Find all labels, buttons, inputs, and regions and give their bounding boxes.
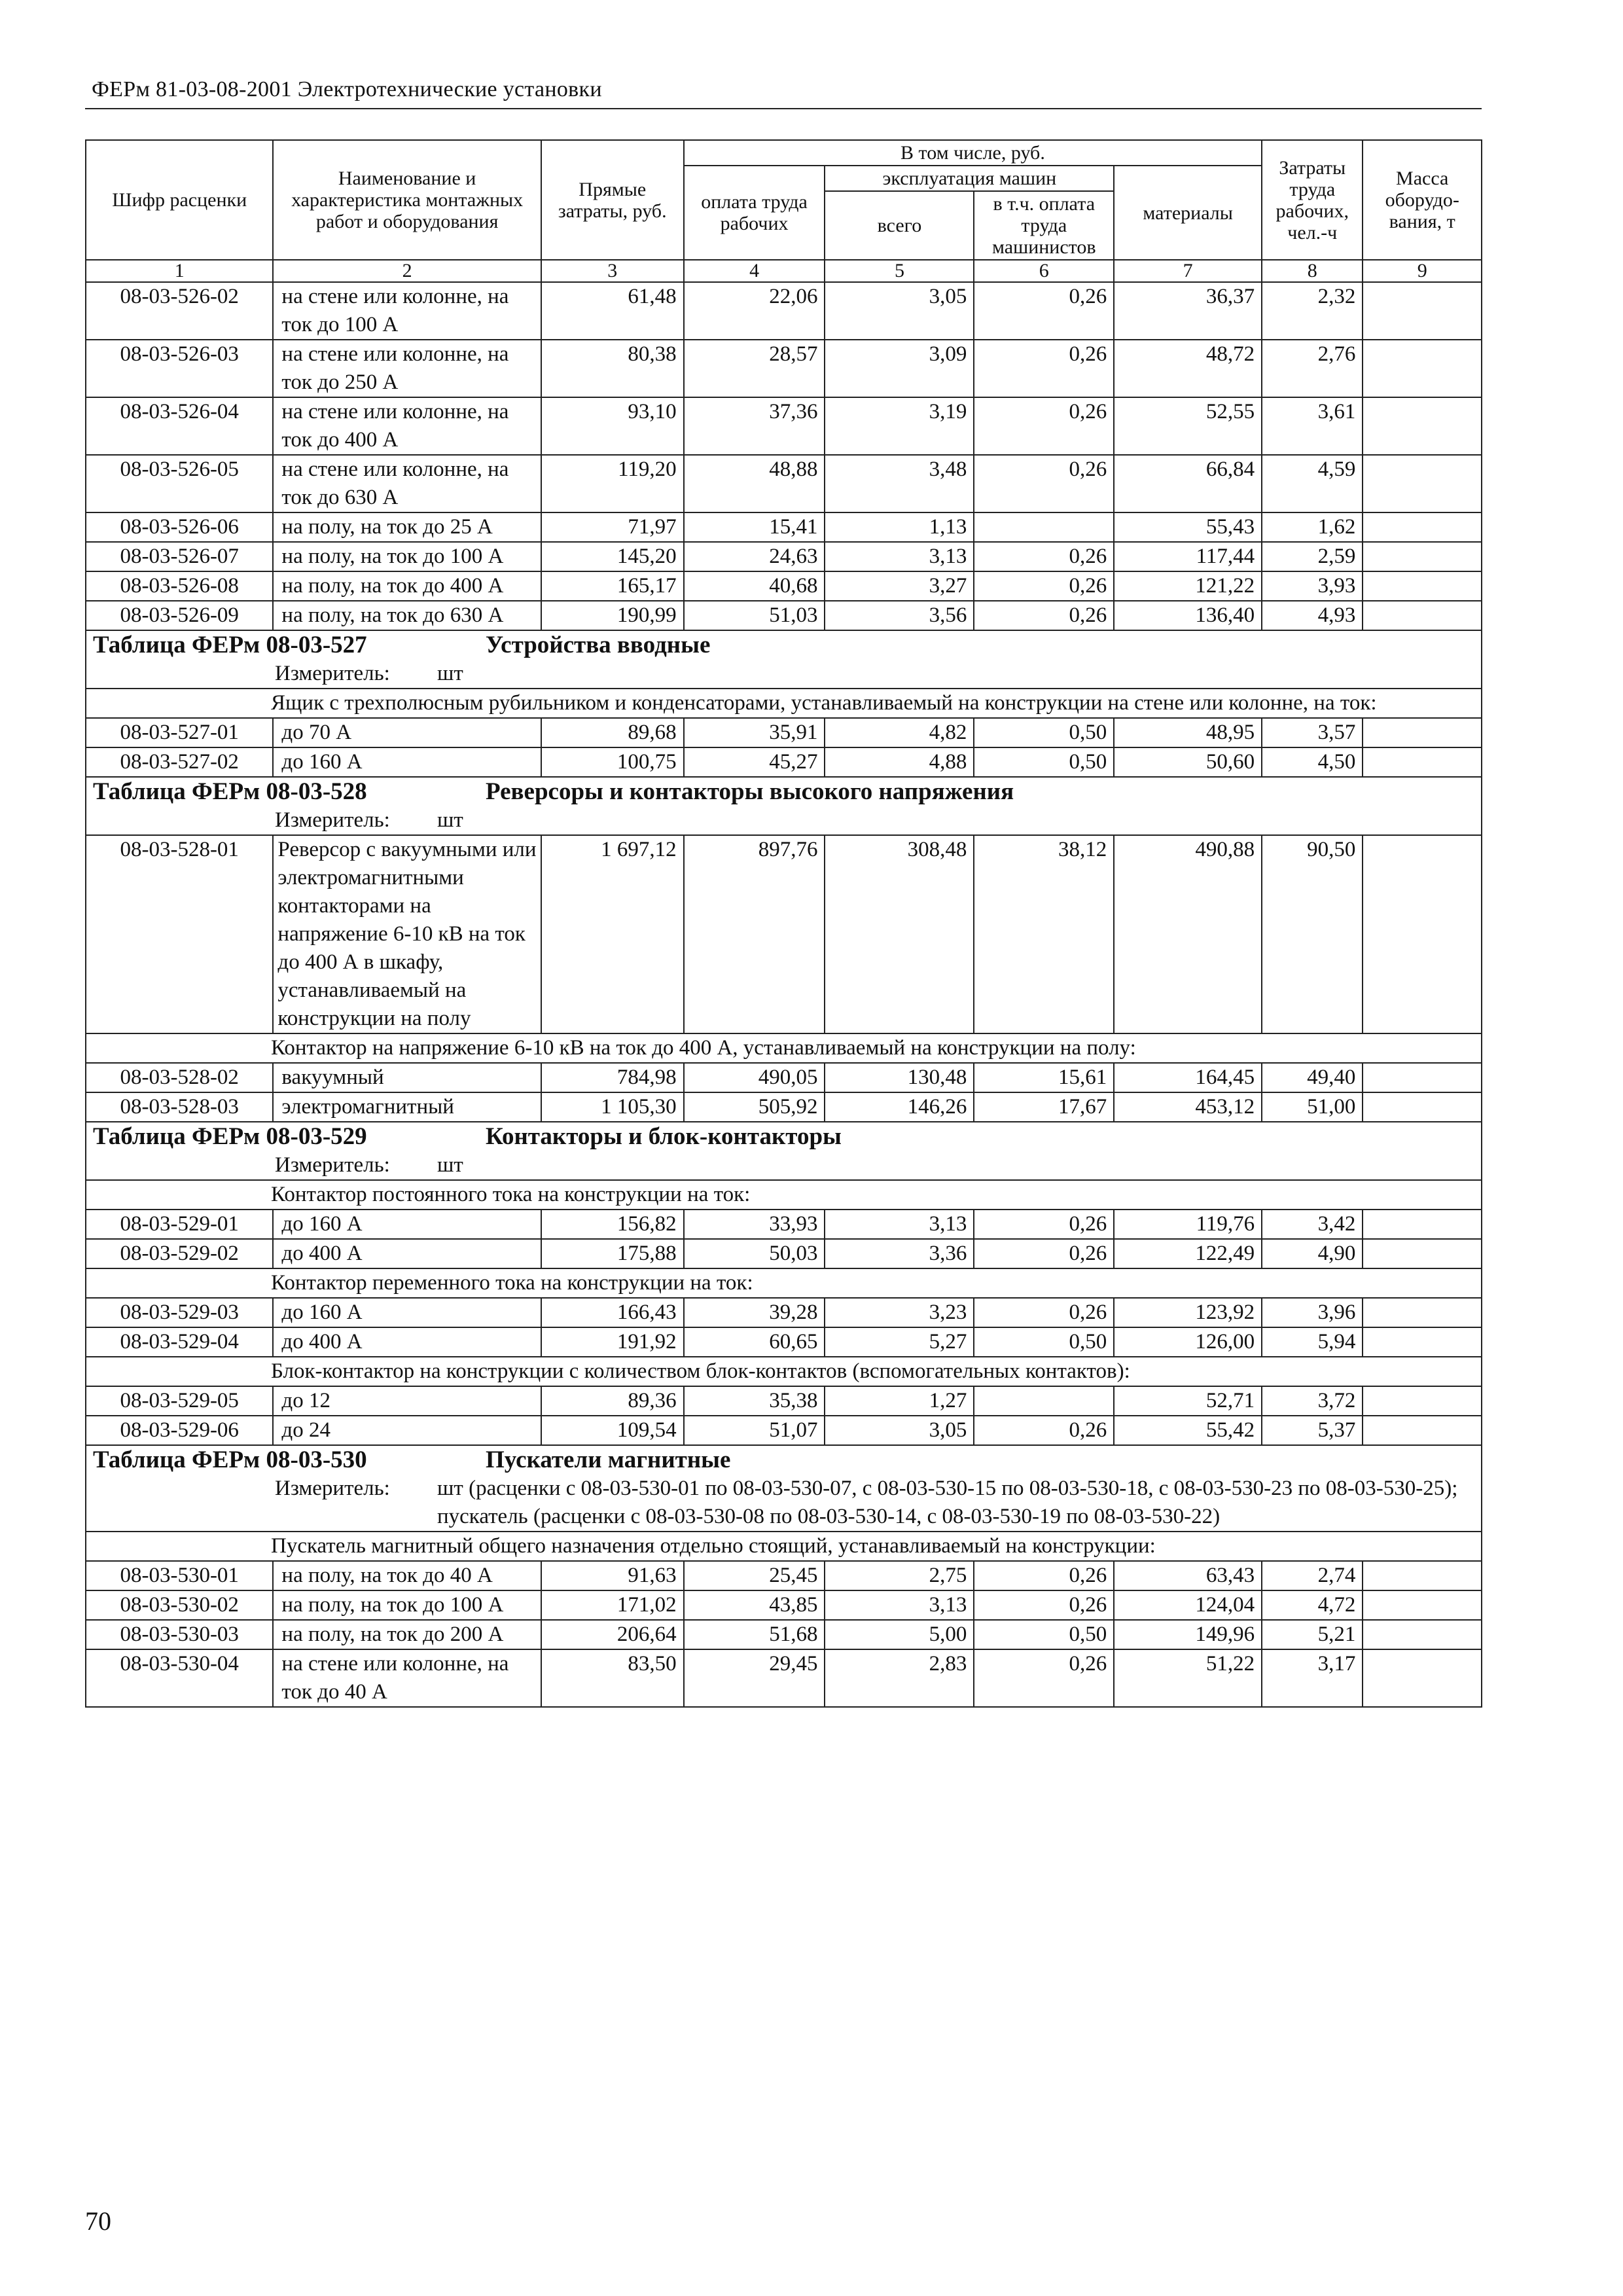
labor-hours: 4,90: [1262, 1239, 1363, 1268]
labor-pay: 24,63: [684, 542, 825, 571]
measure-label: Измеритель:: [275, 1477, 390, 1500]
materials: 121,22: [1114, 571, 1262, 601]
rate-description: Реверсор с вакуумными или электромагнитными контакторами на напряжение 6-10 кВ на ток до 400 А в шкафу, устанавливаемый на конструкции на полу: [273, 835, 541, 1033]
materials: 117,44: [1114, 542, 1262, 571]
rate-code: 08-03-526-09: [86, 601, 273, 630]
machinist-pay: [974, 512, 1114, 542]
machines-total: 3,56: [825, 601, 974, 630]
materials: 136,40: [1114, 601, 1262, 630]
rate-description: до 400 А: [273, 1239, 541, 1268]
direct-cost: 784,98: [541, 1063, 684, 1092]
table-row: [86, 1590, 1482, 1620]
direct-cost: 1 697,12: [541, 835, 684, 1033]
machinist-pay: 0,26: [974, 340, 1114, 397]
machinist-pay: 0,50: [974, 1620, 1114, 1649]
labor-pay: 35,38: [684, 1386, 825, 1416]
rate-code: 08-03-526-08: [86, 571, 273, 601]
labor-pay: 51,03: [684, 601, 825, 630]
col-code-header: Шифр расценки: [86, 140, 273, 260]
rate-code: 08-03-526-04: [86, 397, 273, 455]
labor-hours: 3,93: [1262, 571, 1363, 601]
machinist-pay: 0,26: [974, 1239, 1114, 1268]
labor-pay: 15,41: [684, 512, 825, 542]
table-row: [86, 1561, 1482, 1590]
labor-hours: 49,40: [1262, 1063, 1363, 1092]
rate-code: 08-03-526-07: [86, 542, 273, 571]
table-title: Пускатели магнитные: [486, 1446, 731, 1473]
table-row: [86, 1649, 1482, 1707]
rate-code: 08-03-526-03: [86, 340, 273, 397]
col-name-header: Наименование и характеристика монтажных работ и оборудования: [273, 140, 541, 260]
rate-description: на стене или колонне, на ток до 630 А: [273, 455, 541, 512]
direct-cost: 89,68: [541, 718, 684, 747]
machinist-pay: 0,50: [974, 718, 1114, 747]
equipment-mass: [1363, 1649, 1482, 1707]
caption-row: [86, 689, 1482, 718]
materials: 52,71: [1114, 1386, 1262, 1416]
direct-cost: 190,99: [541, 601, 684, 630]
measure-value: шт (расценки с 08-03-530-01 по 08-03-530-07, с 08-03-530-15 по 08-03-530-18, с 08-03-530-23 по 08-03-530-25); пускатель (расценки с 08-03-530-08 по 08-03-530-14, с 08-03-530-19 по 08-03-530-22): [437, 1477, 1458, 1528]
labor-pay: 505,92: [684, 1092, 825, 1122]
rate-code: 08-03-529-01: [86, 1210, 273, 1239]
materials: 453,12: [1114, 1092, 1262, 1122]
table-row: [86, 1327, 1482, 1357]
rate-description: на стене или колонне, на ток до 250 А: [273, 340, 541, 397]
labor-hours: 3,57: [1262, 718, 1363, 747]
labor-pay: 43,85: [684, 1590, 825, 1620]
table-title: Реверсоры и контакторы высокого напряжения: [486, 778, 1014, 805]
labor-hours: 2,59: [1262, 542, 1363, 571]
labor-pay: 37,36: [684, 397, 825, 455]
rate-description: вакуумный: [273, 1063, 541, 1092]
equipment-mass: [1363, 835, 1482, 1033]
col-number: 3: [541, 260, 684, 282]
col-mass-header: Масса оборудо-вания, т: [1363, 140, 1482, 260]
rate-description: до 70 А: [273, 718, 541, 747]
machinist-pay: 0,26: [974, 1416, 1114, 1445]
machines-total: 3,13: [825, 1210, 974, 1239]
labor-pay: 22,06: [684, 282, 825, 340]
table-caption: Пускатель магнитный общего назначения отдельно стоящий, устанавливаемый на конструкции:: [86, 1532, 1482, 1561]
table-caption: Блок-контактор на конструкции с количеством блок-контактов (вспомогательных контактов):: [86, 1357, 1482, 1386]
labor-hours: 3,61: [1262, 397, 1363, 455]
machinist-pay: 0,26: [974, 455, 1114, 512]
rate-description: на полу, на ток до 100 А: [273, 542, 541, 571]
materials: 55,43: [1114, 512, 1262, 542]
equipment-mass: [1363, 340, 1482, 397]
caption-row: [86, 1180, 1482, 1210]
rate-code: 08-03-530-01: [86, 1561, 273, 1590]
caption-row: [86, 1033, 1482, 1063]
table-row: [86, 601, 1482, 630]
table-row: [86, 282, 1482, 340]
equipment-mass: [1363, 1386, 1482, 1416]
equipment-mass: [1363, 1298, 1482, 1327]
rate-code: 08-03-526-06: [86, 512, 273, 542]
machinist-pay: [974, 1386, 1114, 1416]
rate-code: 08-03-527-02: [86, 747, 273, 777]
labor-pay: 51,68: [684, 1620, 825, 1649]
table-code: Таблица ФЕРм 08-03-529: [93, 1123, 367, 1150]
materials: 55,42: [1114, 1416, 1262, 1445]
table-code: Таблица ФЕРм 08-03-530: [93, 1446, 367, 1473]
machines-total: 4,82: [825, 718, 974, 747]
measure-value: шт: [437, 808, 463, 832]
machinist-pay: 0,26: [974, 1210, 1114, 1239]
rate-code: 08-03-526-05: [86, 455, 273, 512]
table-row: [86, 571, 1482, 601]
direct-cost: 206,64: [541, 1620, 684, 1649]
rate-description: на стене или колонне, на ток до 400 А: [273, 397, 541, 455]
caption-row: [86, 1532, 1482, 1561]
machines-total: 3,19: [825, 397, 974, 455]
rate-code: 08-03-529-02: [86, 1239, 273, 1268]
machinist-pay: 17,67: [974, 1092, 1114, 1122]
page-header-title: ФЕРм 81-03-08-2001 Электротехнические установки: [92, 77, 602, 101]
labor-pay: 40,68: [684, 571, 825, 601]
table-row: [86, 1416, 1482, 1445]
col-number: 7: [1114, 260, 1262, 282]
table-caption: Ящик с трехполюсным рубильником и конденсаторами, устанавливаемый на конструкции на стене или колонне, на ток:: [86, 689, 1482, 718]
machinist-pay: 0,26: [974, 1561, 1114, 1590]
table-group-header: [86, 630, 1482, 660]
materials: 124,04: [1114, 1590, 1262, 1620]
labor-hours: 3,42: [1262, 1210, 1363, 1239]
machines-total: 3,27: [825, 571, 974, 601]
table-row: [86, 1620, 1482, 1649]
machines-total: 1,27: [825, 1386, 974, 1416]
rate-description: до 160 А: [273, 1298, 541, 1327]
col-number: 6: [974, 260, 1114, 282]
table-group-header: [86, 1122, 1482, 1151]
table-group-header: [86, 777, 1482, 806]
labor-hours: 4,72: [1262, 1590, 1363, 1620]
col-machines-header: эксплуатация машин: [825, 166, 1114, 191]
col-materials-header: материалы: [1114, 166, 1262, 260]
machines-total: 308,48: [825, 835, 974, 1033]
table-code: Таблица ФЕРм 08-03-527: [93, 632, 367, 658]
col-labor-hours-header: Затраты труда рабочих, чел.-ч: [1262, 140, 1363, 260]
machinist-pay: 0,26: [974, 397, 1114, 455]
col-number: 4: [684, 260, 825, 282]
rates-table: [85, 139, 1482, 1708]
labor-hours: 5,21: [1262, 1620, 1363, 1649]
machines-total: 146,26: [825, 1092, 974, 1122]
table-row: [86, 1210, 1482, 1239]
rate-code: 08-03-528-01: [86, 835, 273, 1033]
machines-total: 1,13: [825, 512, 974, 542]
direct-cost: 175,88: [541, 1239, 684, 1268]
equipment-mass: [1363, 397, 1482, 455]
labor-hours: 90,50: [1262, 835, 1363, 1033]
labor-hours: 51,00: [1262, 1092, 1363, 1122]
direct-cost: 145,20: [541, 542, 684, 571]
labor-hours: 3,96: [1262, 1298, 1363, 1327]
machines-total: 5,00: [825, 1620, 974, 1649]
direct-cost: 165,17: [541, 571, 684, 601]
measure-row: [86, 660, 1482, 689]
rate-description: на полу, на ток до 40 А: [273, 1561, 541, 1590]
table-caption: Контактор на напряжение 6-10 кВ на ток до 400 А, устанавливаемый на конструкции на полу:: [86, 1033, 1482, 1063]
materials: 51,22: [1114, 1649, 1262, 1707]
materials: 126,00: [1114, 1327, 1262, 1357]
materials: 119,76: [1114, 1210, 1262, 1239]
rate-description: до 24: [273, 1416, 541, 1445]
labor-hours: 4,93: [1262, 601, 1363, 630]
materials: 66,84: [1114, 455, 1262, 512]
rate-code: 08-03-530-02: [86, 1590, 273, 1620]
direct-cost: 91,63: [541, 1561, 684, 1590]
header-rule: [85, 108, 1482, 109]
materials: 164,45: [1114, 1063, 1262, 1092]
machines-total: 4,88: [825, 747, 974, 777]
labor-pay: 897,76: [684, 835, 825, 1033]
table-caption: Контактор постоянного тока на конструкции на ток:: [86, 1180, 1482, 1210]
direct-cost: 83,50: [541, 1649, 684, 1707]
rate-description: на полу, на ток до 200 А: [273, 1620, 541, 1649]
materials: 122,49: [1114, 1239, 1262, 1268]
labor-pay: 60,65: [684, 1327, 825, 1357]
direct-cost: 93,10: [541, 397, 684, 455]
labor-hours: 2,32: [1262, 282, 1363, 340]
table-body: [86, 282, 1482, 1707]
rate-code: 08-03-526-02: [86, 282, 273, 340]
materials: 36,37: [1114, 282, 1262, 340]
rate-code: 08-03-530-03: [86, 1620, 273, 1649]
direct-cost: 166,43: [541, 1298, 684, 1327]
rate-description: на полу, на ток до 630 А: [273, 601, 541, 630]
table-row: [86, 542, 1482, 571]
equipment-mass: [1363, 1092, 1482, 1122]
rate-description: до 160 А: [273, 747, 541, 777]
rate-description: на полу, на ток до 25 А: [273, 512, 541, 542]
labor-pay: 29,45: [684, 1649, 825, 1707]
table-row: [86, 1063, 1482, 1092]
machinist-pay: 0,50: [974, 1327, 1114, 1357]
page-number: 70: [85, 2206, 111, 2236]
materials: 149,96: [1114, 1620, 1262, 1649]
machinist-pay: 0,26: [974, 542, 1114, 571]
table-row: [86, 1386, 1482, 1416]
rate-code: 08-03-529-03: [86, 1298, 273, 1327]
rate-code: 08-03-530-04: [86, 1649, 273, 1707]
equipment-mass: [1363, 542, 1482, 571]
measure-row: [86, 806, 1482, 835]
equipment-mass: [1363, 601, 1482, 630]
machines-total: 2,75: [825, 1561, 974, 1590]
equipment-mass: [1363, 1210, 1482, 1239]
labor-pay: 39,28: [684, 1298, 825, 1327]
machines-total: 3,13: [825, 542, 974, 571]
rate-code: 08-03-528-03: [86, 1092, 273, 1122]
machines-total: 3,13: [825, 1590, 974, 1620]
col-direct-header: Прямые затраты, руб.: [541, 140, 684, 260]
table-row: [86, 340, 1482, 397]
rate-code: 08-03-529-04: [86, 1327, 273, 1357]
equipment-mass: [1363, 1590, 1482, 1620]
col-including-header: В том числе, руб.: [684, 140, 1262, 166]
labor-pay: 48,88: [684, 455, 825, 512]
table-row: [86, 512, 1482, 542]
caption-row: [86, 1268, 1482, 1298]
col-number: 8: [1262, 260, 1363, 282]
machines-total: 3,05: [825, 1416, 974, 1445]
equipment-mass: [1363, 1063, 1482, 1092]
table-row: [86, 718, 1482, 747]
direct-cost: 80,38: [541, 340, 684, 397]
machines-total: 3,05: [825, 282, 974, 340]
direct-cost: 119,20: [541, 455, 684, 512]
labor-pay: 25,45: [684, 1561, 825, 1590]
measure-row: [86, 1151, 1482, 1180]
labor-pay: 50,03: [684, 1239, 825, 1268]
rate-description: на полу, на ток до 400 А: [273, 571, 541, 601]
caption-row: [86, 1357, 1482, 1386]
rate-code: 08-03-528-02: [86, 1063, 273, 1092]
machinist-pay: 38,12: [974, 835, 1114, 1033]
rate-description: на стене или колонне, на ток до 100 А: [273, 282, 541, 340]
measure-label: Измеритель:: [275, 1153, 390, 1177]
table-row: [86, 1239, 1482, 1268]
materials: 63,43: [1114, 1561, 1262, 1590]
direct-cost: 61,48: [541, 282, 684, 340]
machinist-pay: 0,26: [974, 1649, 1114, 1707]
labor-pay: 33,93: [684, 1210, 825, 1239]
table-row: [86, 397, 1482, 455]
labor-hours: 1,62: [1262, 512, 1363, 542]
materials: 52,55: [1114, 397, 1262, 455]
equipment-mass: [1363, 1327, 1482, 1357]
column-numbers-row: [86, 260, 1482, 282]
col-number: 9: [1363, 260, 1482, 282]
labor-pay: 28,57: [684, 340, 825, 397]
labor-hours: 2,76: [1262, 340, 1363, 397]
direct-cost: 100,75: [541, 747, 684, 777]
machines-total: 3,23: [825, 1298, 974, 1327]
labor-hours: 3,72: [1262, 1386, 1363, 1416]
machines-total: 3,48: [825, 455, 974, 512]
table-group-header: [86, 1445, 1482, 1475]
measure-row: [86, 1475, 1482, 1532]
rate-description: до 160 А: [273, 1210, 541, 1239]
table-caption: Контактор переменного тока на конструкции на ток:: [86, 1268, 1482, 1298]
machinist-pay: 0,26: [974, 1298, 1114, 1327]
machines-total: 3,09: [825, 340, 974, 397]
equipment-mass: [1363, 1239, 1482, 1268]
machinist-pay: 15,61: [974, 1063, 1114, 1092]
measure-label: Измеритель:: [275, 662, 390, 685]
direct-cost: 191,92: [541, 1327, 684, 1357]
equipment-mass: [1363, 1561, 1482, 1590]
labor-hours: 3,17: [1262, 1649, 1363, 1707]
table-row: [86, 455, 1482, 512]
labor-pay: 490,05: [684, 1063, 825, 1092]
materials: 50,60: [1114, 747, 1262, 777]
col-machinist-pay-header: в т.ч. оплата труда машинистов: [974, 191, 1114, 260]
measure-label: Измеритель:: [275, 808, 390, 832]
table-title: Контакторы и блок-контакторы: [486, 1123, 842, 1150]
equipment-mass: [1363, 282, 1482, 340]
materials: 48,95: [1114, 718, 1262, 747]
machines-total: 130,48: [825, 1063, 974, 1092]
table-row: [86, 835, 1482, 1033]
rate-description: электромагнитный: [273, 1092, 541, 1122]
measure-value: шт: [437, 1153, 463, 1177]
direct-cost: 171,02: [541, 1590, 684, 1620]
rate-description: до 12: [273, 1386, 541, 1416]
machines-total: 5,27: [825, 1327, 974, 1357]
materials: 48,72: [1114, 340, 1262, 397]
equipment-mass: [1363, 1416, 1482, 1445]
col-labor-pay-header: оплата труда рабочих: [684, 166, 825, 260]
machines-total: 3,36: [825, 1239, 974, 1268]
rate-description: до 400 А: [273, 1327, 541, 1357]
labor-hours: 4,50: [1262, 747, 1363, 777]
direct-cost: 109,54: [541, 1416, 684, 1445]
machinist-pay: 0,26: [974, 282, 1114, 340]
labor-pay: 35,91: [684, 718, 825, 747]
rate-code: 08-03-527-01: [86, 718, 273, 747]
rate-code: 08-03-529-06: [86, 1416, 273, 1445]
measure-value: шт: [437, 662, 463, 685]
machinist-pay: 0,26: [974, 571, 1114, 601]
rate-code: 08-03-529-05: [86, 1386, 273, 1416]
equipment-mass: [1363, 571, 1482, 601]
materials: 490,88: [1114, 835, 1262, 1033]
labor-hours: 5,94: [1262, 1327, 1363, 1357]
machinist-pay: 0,26: [974, 1590, 1114, 1620]
equipment-mass: [1363, 455, 1482, 512]
rate-description: на стене или колонне, на ток до 40 А: [273, 1649, 541, 1707]
col-number: 1: [86, 260, 273, 282]
table-title: Устройства вводные: [486, 632, 711, 658]
header-row-1: [86, 140, 1482, 166]
labor-pay: 51,07: [684, 1416, 825, 1445]
table-code: Таблица ФЕРм 08-03-528: [93, 778, 367, 805]
table-row: [86, 1298, 1482, 1327]
equipment-mass: [1363, 512, 1482, 542]
col-machines-total-header: всего: [825, 191, 974, 260]
direct-cost: 1 105,30: [541, 1092, 684, 1122]
direct-cost: 156,82: [541, 1210, 684, 1239]
machinist-pay: 0,26: [974, 601, 1114, 630]
machines-total: 2,83: [825, 1649, 974, 1707]
equipment-mass: [1363, 1620, 1482, 1649]
rate-description: на полу, на ток до 100 А: [273, 1590, 541, 1620]
direct-cost: 71,97: [541, 512, 684, 542]
direct-cost: 89,36: [541, 1386, 684, 1416]
table-row: [86, 1092, 1482, 1122]
machinist-pay: 0,50: [974, 747, 1114, 777]
col-number: 2: [273, 260, 541, 282]
labor-hours: 5,37: [1262, 1416, 1363, 1445]
col-number: 5: [825, 260, 974, 282]
labor-pay: 45,27: [684, 747, 825, 777]
materials: 123,92: [1114, 1298, 1262, 1327]
equipment-mass: [1363, 747, 1482, 777]
table-row: [86, 747, 1482, 777]
labor-hours: 2,74: [1262, 1561, 1363, 1590]
equipment-mass: [1363, 718, 1482, 747]
labor-hours: 4,59: [1262, 455, 1363, 512]
